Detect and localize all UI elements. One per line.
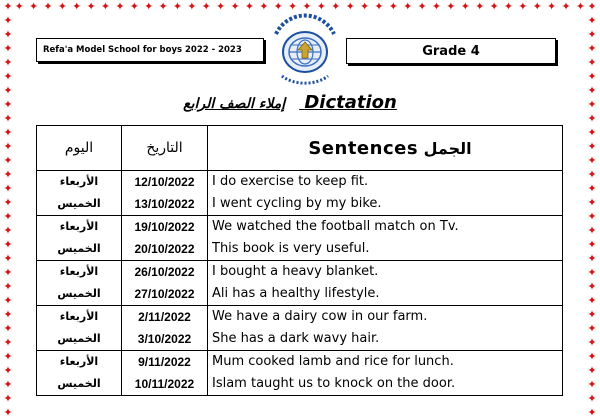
day-name: الأربعاء [59,310,99,323]
border-ornament: ✦ [3,224,13,237]
table-row [37,351,563,396]
border-ornament: ✦ [475,0,485,13]
border-ornament: ✦ [587,378,597,391]
day-name: الخميس [57,242,101,255]
border-ornament: ✦ [3,168,13,181]
date-value-cell [122,171,208,216]
border-ornament: ✦ [288,0,298,13]
border-ornament: ✦ [575,0,586,13]
day-name: الخميس [57,197,101,210]
sentence-text: Islam taught us to knock on the door. [212,376,456,391]
border-ornament: ✦ [3,140,13,153]
date-value-cell [122,351,208,396]
sentence-text: Ali has a healthy lifestyle. [212,286,380,301]
day-name-cell [37,351,122,396]
border-ornament: ✦ [587,406,597,419]
border-ornament: ✦ [503,0,514,13]
border-ornament: ✦ [587,112,597,125]
day-name: الأربعاء [59,220,99,233]
day-name-cell [37,261,122,306]
border-ornament: ✦ [587,126,597,139]
border-ornament: ✦ [86,0,96,13]
border-ornament: ✦ [3,378,13,391]
sentence-text-cell [208,171,563,216]
table-header-row [37,126,563,171]
border-ornament: ✦ [403,0,413,13]
sentence-text-cell [208,216,563,261]
school-emblem-icon [268,12,342,86]
header-date: التاريخ [122,126,208,171]
border-ornament: ✦ [587,308,597,321]
border-ornament: ✦ [3,182,13,195]
border-ornament: ✦ [587,168,597,181]
border-ornament: ✦ [587,238,597,251]
border-ornament: ✦ [172,0,183,13]
border-ornament: ✦ [187,0,197,13]
date-value: 27/10/2022 [134,287,195,301]
border-ornament: ✦ [460,0,470,13]
border-ornament: ✦ [587,294,597,307]
title-english: Dictation [304,92,397,113]
date-value: 10/11/2022 [134,377,195,391]
date-value: 2/11/2022 [138,310,191,324]
day-name: الأربعاء [59,355,99,368]
date-value: 9/11/2022 [138,355,191,369]
border-ornament: ✦ [259,0,269,13]
border-ornament: ✦ [115,0,125,13]
header-sentences-arabic: الجمل [423,138,472,158]
border-ornament: ✦ [57,0,67,13]
sentence-text-cell [208,351,563,396]
border-ornament: ✦ [345,0,355,13]
border-ornament: ✦ [3,322,13,335]
day-name-cell [37,306,122,351]
title-arabic: إملاء الصف الرابع [183,96,286,112]
border-ornament: ✦ [273,0,283,13]
school-name-box [36,38,264,62]
border-ornament: ✦ [331,0,341,13]
border-ornament: ✦ [158,0,168,13]
border-ornament: ✦ [587,210,597,223]
border-ornament: ✦ [587,364,597,377]
border-ornament: ✦ [518,0,528,13]
border-ornament: ✦ [3,154,13,167]
sentence-text: I do exercise to keep fit. [212,174,369,189]
border-ornament: ✦ [3,42,13,55]
border-ornament: ✦ [3,98,13,111]
border-ornament: ✦ [72,0,82,13]
grade-box [346,38,556,64]
border-ornament: ✦ [3,336,13,349]
day-name-cell [37,171,122,216]
border-ornament: ✦ [201,0,211,13]
border-ornament: ✦ [302,0,312,13]
border-ornament: ✦ [587,98,597,111]
date-value-cell [122,261,208,306]
border-ornament: ✦ [587,140,597,153]
day-name: الخميس [57,287,101,300]
day-name: الخميس [57,377,101,390]
table-row [37,216,563,261]
sentence-text-cell [208,261,563,306]
border-ornament: ✦ [587,336,597,349]
border-ornament: ✦ [3,280,13,293]
date-value: 26/10/2022 [134,265,195,279]
border-ornament: ✦ [587,350,597,363]
table-row [37,171,563,216]
border-ornament: ✦ [374,0,384,13]
dictation-table [36,125,563,396]
day-name: الأربعاء [59,175,99,188]
day-name: الأربعاء [59,265,99,278]
border-ornament: ✦ [3,294,13,307]
border-ornament: ✦ [388,0,398,13]
grade-label: Grade 4 [422,43,480,59]
table-row [37,306,563,351]
border-ornament: ✦ [3,28,13,41]
page-border-right [584,0,600,419]
date-value: 19/10/2022 [134,220,195,234]
border-ornament: ✦ [3,56,13,69]
border-ornament: ✦ [14,0,24,13]
border-ornament: ✦ [587,84,597,97]
border-ornament: ✦ [3,364,13,377]
border-ornament: ✦ [316,0,326,13]
border-ornament: ✦ [587,154,597,167]
table-row [37,261,563,306]
border-ornament: ✦ [3,112,13,125]
border-ornament: ✦ [547,0,557,13]
border-ornament: ✦ [417,0,427,13]
page-title [170,92,410,113]
border-ornament: ✦ [3,84,13,97]
border-ornament: ✦ [3,196,13,209]
border-ornament: ✦ [587,56,597,69]
date-value: 3/10/2022 [137,332,192,346]
date-value: 13/10/2022 [134,197,195,211]
border-ornament: ✦ [587,266,597,279]
date-value-cell [122,216,208,261]
sentence-text: I went cycling by my bike. [212,196,382,211]
border-ornament: ✦ [43,0,53,13]
border-ornament: ✦ [3,392,13,405]
sentence-text: Mum cooked lamb and rice for lunch. [212,354,454,369]
header-sentences-english: Sentences [308,137,419,159]
border-ornament: ✦ [144,0,154,13]
border-ornament: ✦ [3,238,13,251]
school-name: Refa'a Model School for boys 2022 - 2023 [43,45,242,55]
border-ornament: ✦ [3,252,13,265]
border-ornament: ✦ [3,308,13,321]
sentence-text-cell [208,306,563,351]
page-border-left [0,0,16,419]
border-ornament: ✦ [587,196,597,209]
border-ornament: ✦ [587,182,597,195]
sentence-text: I bought a heavy blanket. [212,264,379,279]
border-ornament: ✦ [446,0,456,13]
border-ornament: ✦ [489,0,499,13]
border-ornament: ✦ [587,42,597,55]
border-ornament: ✦ [3,210,13,223]
border-ornament: ✦ [3,266,13,279]
sentence-text: This book is very useful. [212,241,370,256]
date-value-cell [122,306,208,351]
sentence-text: We have a dairy cow in our farm. [212,309,428,324]
border-ornament: ✦ [230,0,240,13]
day-name-cell [37,216,122,261]
sentence-text: She has a dark wavy hair. [212,331,380,346]
border-ornament: ✦ [100,0,111,13]
border-ornament: ✦ [3,14,13,27]
border-ornament: ✦ [244,0,255,13]
border-ornament: ✦ [3,406,13,419]
border-ornament: ✦ [587,70,597,83]
border-ornament: ✦ [3,70,13,83]
sentence-text: We watched the football match on Tv. [212,219,459,234]
border-ornament: ✦ [216,0,226,13]
border-ornament: ✦ [587,392,597,405]
border-ornament: ✦ [359,0,370,13]
border-ornament: ✦ [587,28,597,41]
border-ornament: ✦ [587,0,597,13]
border-ornament: ✦ [3,350,13,363]
border-ornament: ✦ [587,224,597,237]
date-value: 20/10/2022 [134,242,195,256]
border-ornament: ✦ [587,322,597,335]
border-ornament: ✦ [3,0,13,13]
date-value: 12/10/2022 [134,175,195,189]
border-ornament: ✦ [587,280,597,293]
header-sentences [208,126,563,171]
border-ornament: ✦ [431,0,442,13]
border-ornament: ✦ [3,126,13,139]
day-name: الخميس [57,332,101,345]
border-ornament: ✦ [532,0,542,13]
border-ornament: ✦ [561,0,571,13]
header-day: اليوم [37,126,122,171]
border-ornament: ✦ [129,0,139,13]
border-ornament: ✦ [587,252,597,265]
border-ornament: ✦ [587,14,597,27]
border-ornament: ✦ [28,0,39,13]
